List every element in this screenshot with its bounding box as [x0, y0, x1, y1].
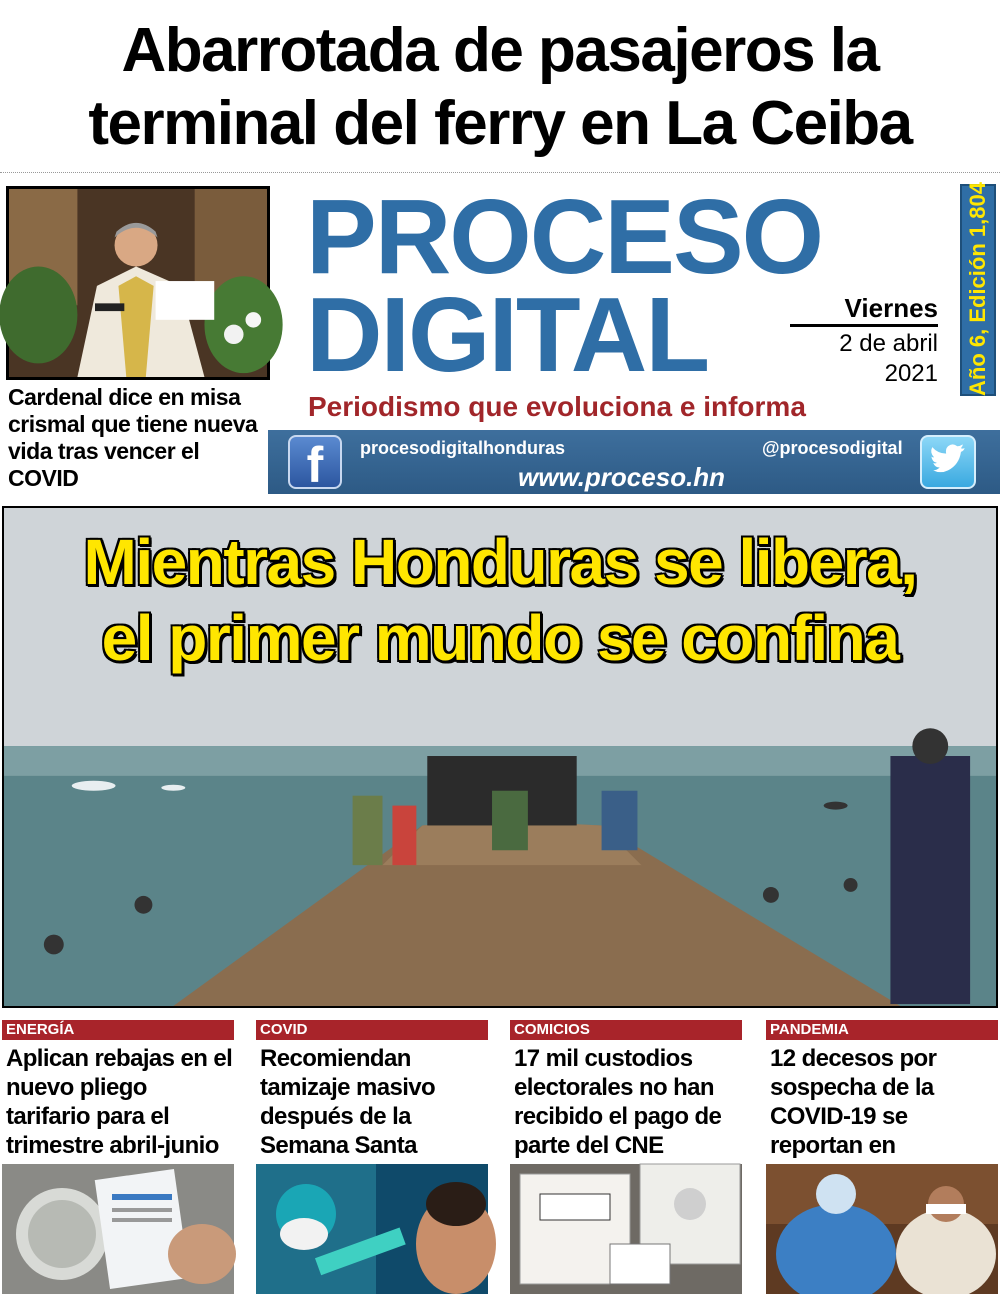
story-photo[interactable]	[256, 1164, 488, 1294]
top-headline[interactable]	[0, 0, 1000, 170]
main-headline-line-1: Mientras Honduras se libera,	[83, 526, 917, 598]
story-photo[interactable]	[510, 1164, 742, 1294]
cardinal-photo[interactable]	[6, 186, 270, 380]
story-column-covid[interactable]	[256, 1020, 488, 1294]
issue-year: 2021	[884, 360, 938, 387]
section-tag: COMICIOS	[510, 1020, 742, 1040]
story-photo[interactable]	[2, 1164, 234, 1294]
story-column-pandemia[interactable]	[766, 1020, 998, 1294]
masthead-slogan: Periodismo que evoluciona e informa	[308, 391, 806, 422]
section-tag: PANDEMIA	[766, 1020, 998, 1040]
main-headline[interactable]	[0, 524, 1000, 676]
facebook-handle[interactable]: procesodigitalhonduras	[360, 438, 566, 458]
story-headline[interactable]: Recomiendan tamizaje masivo después de la Semana Santa	[260, 1045, 436, 1159]
edition-label: Año 6, Edición 1,804	[965, 182, 990, 396]
issue-day: Viernes	[790, 294, 938, 327]
story-column-comicios[interactable]	[510, 1020, 742, 1294]
twitter-handle[interactable]: @procesodigital	[762, 438, 903, 458]
story-headline[interactable]: 12 decesos por sospecha de la COVID-19 se reportan en	[770, 1045, 937, 1159]
top-headline-line-2: terminal del ferry en La Ceiba	[88, 89, 912, 158]
website-link[interactable]: www.proceso.hn	[518, 462, 726, 492]
story-photo[interactable]	[766, 1164, 998, 1294]
issue-date: 2 de abril	[839, 330, 938, 357]
story-headline[interactable]: Aplican rebajas en el nuevo pliego tarifario para el trimestre abril-junio	[6, 1045, 233, 1159]
twitter-icon[interactable]	[920, 435, 976, 489]
section-tag: COVID	[256, 1020, 488, 1040]
section-tag: ENERGÍA	[2, 1020, 234, 1040]
top-headline-line-1: Abarrotada de pasajeros la	[121, 16, 879, 85]
story-column-energia[interactable]	[2, 1020, 234, 1294]
main-headline-line-2: el primer mundo se confina	[101, 602, 899, 674]
cardinal-caption[interactable]: Cardenal dice en misa crismal que tiene nueva vida tras vencer el COVID	[8, 384, 258, 491]
story-headline[interactable]: 17 mil custodios electorales no han recibido el pago de parte del CNE	[514, 1045, 722, 1159]
masthead-logo-line-2: DIGITAL	[306, 276, 709, 394]
divider	[0, 172, 1000, 173]
masthead-logo-line-1: PROCESO	[306, 178, 823, 296]
facebook-icon[interactable]: f	[288, 435, 342, 489]
